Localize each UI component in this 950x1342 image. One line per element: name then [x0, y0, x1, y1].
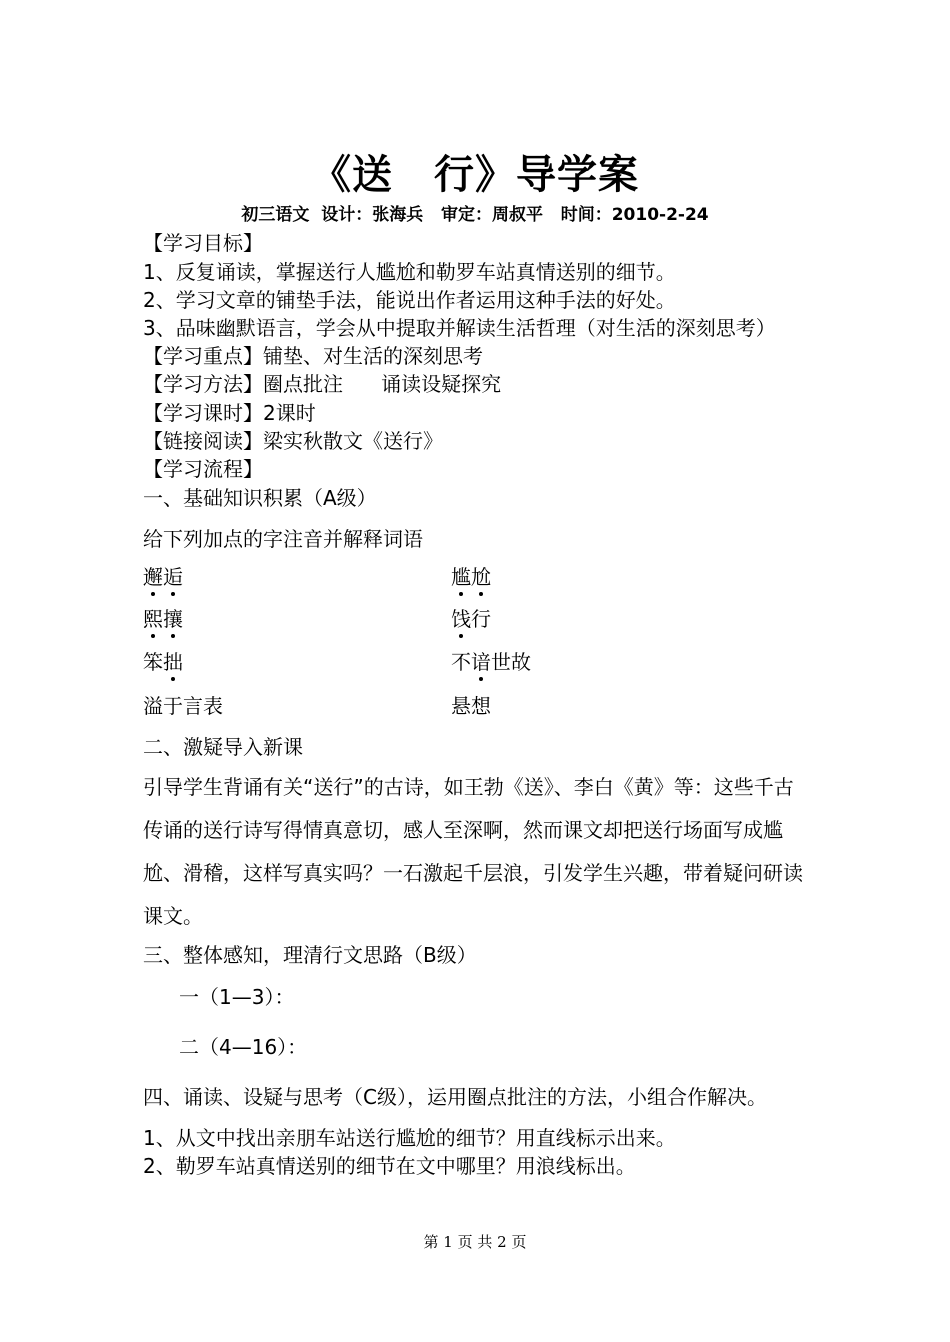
- goal-item-3: 3、品味幽默语言，学会从中提取并解读生活哲理（对生活的深刻思考）: [143, 316, 776, 340]
- dotted-character: 熙: [143, 607, 163, 631]
- goal-item-1: 1、反复诵读，掌握送行人尴尬和勒罗车站真情送别的细节。: [143, 260, 676, 284]
- dotted-character: 尴: [451, 565, 471, 589]
- goal-item-2: 2、学习文章的铺垫手法，能说出作者运用这种手法的好处。: [143, 288, 676, 312]
- vocab-item: [451, 694, 491, 718]
- part3-heading: 三、整体感知，理清行文思路（B级）: [143, 943, 477, 967]
- reading-line: 【链接阅读】梁实秋散文《送行》: [143, 429, 443, 453]
- vocab-text: 行: [471, 607, 491, 631]
- dotted-character: 饯: [451, 607, 471, 631]
- vocab-item: [143, 650, 183, 674]
- dotted-character: 攘: [163, 607, 183, 631]
- dotted-character: 拙: [163, 650, 183, 674]
- vocab-item: [143, 607, 183, 631]
- vocab-text: 笨: [143, 650, 163, 674]
- vocab-item: [451, 607, 491, 631]
- vocab-item: [143, 565, 183, 589]
- part3-item-2: 二（4—16）：: [179, 1035, 308, 1059]
- flow-header: 【学习流程】: [143, 457, 263, 481]
- hours-line: 【学习课时】2课时: [143, 401, 316, 425]
- author-info: 初三语文 设计：张海兵 审定：周叔平 时间：2010-2-24: [241, 205, 709, 225]
- method-line: 【学习方法】圈点批注 诵读设疑探究: [143, 372, 502, 396]
- vocab-text: 溢于言表: [143, 694, 223, 718]
- page-title: 《送 行》导学案: [311, 152, 639, 198]
- part1-heading: 一、基础知识积累（A级）: [143, 486, 377, 510]
- part4-question-1: 1、从文中找出亲朋车站送行尴尬的细节？用直线标示出来。: [143, 1126, 676, 1150]
- part2-body: 引导学生背诵有关“送行”的古诗，如王勃《送》、李白《黄》等：这些千古传诵的送行诗写得情真意切，感人至深啊，然而课文却把送行场面写成尴尬、滑稽，这样写真实吗？一石激起千层浪，引发学生兴趣，带着疑问研读课文。: [143, 775, 803, 928]
- part4-question-2: 2、勒罗车站真情送别的细节在文中哪里？用浪线标出。: [143, 1154, 636, 1178]
- goal-header: 【学习目标】: [143, 231, 263, 255]
- dotted-character: 尬: [471, 565, 491, 589]
- dotted-character: 逅: [163, 565, 183, 589]
- part4-heading: 四、诵读、设疑与思考（C级），运用圈点批注的方法，小组合作解决。: [143, 1085, 767, 1109]
- vocab-text: 不: [451, 650, 471, 674]
- dotted-character: 邂: [143, 565, 163, 589]
- vocab-item: [143, 694, 223, 718]
- vocab-text: 世故: [491, 650, 531, 674]
- focus-line: 【学习重点】铺垫、对生活的深刻思考: [143, 344, 483, 368]
- dotted-character: 谙: [471, 650, 491, 674]
- part3-item-1: 一（1—3）：: [179, 985, 295, 1009]
- vocab-item: [451, 650, 531, 674]
- page-footer: 第 1 页 共 2 页: [423, 1233, 527, 1251]
- vocab-text: 悬想: [451, 694, 491, 718]
- vocab-item: [451, 565, 491, 589]
- part2-heading: 二、激疑导入新课: [143, 735, 303, 759]
- part1-instruction: 给下列加点的字注音并解释词语: [143, 527, 423, 551]
